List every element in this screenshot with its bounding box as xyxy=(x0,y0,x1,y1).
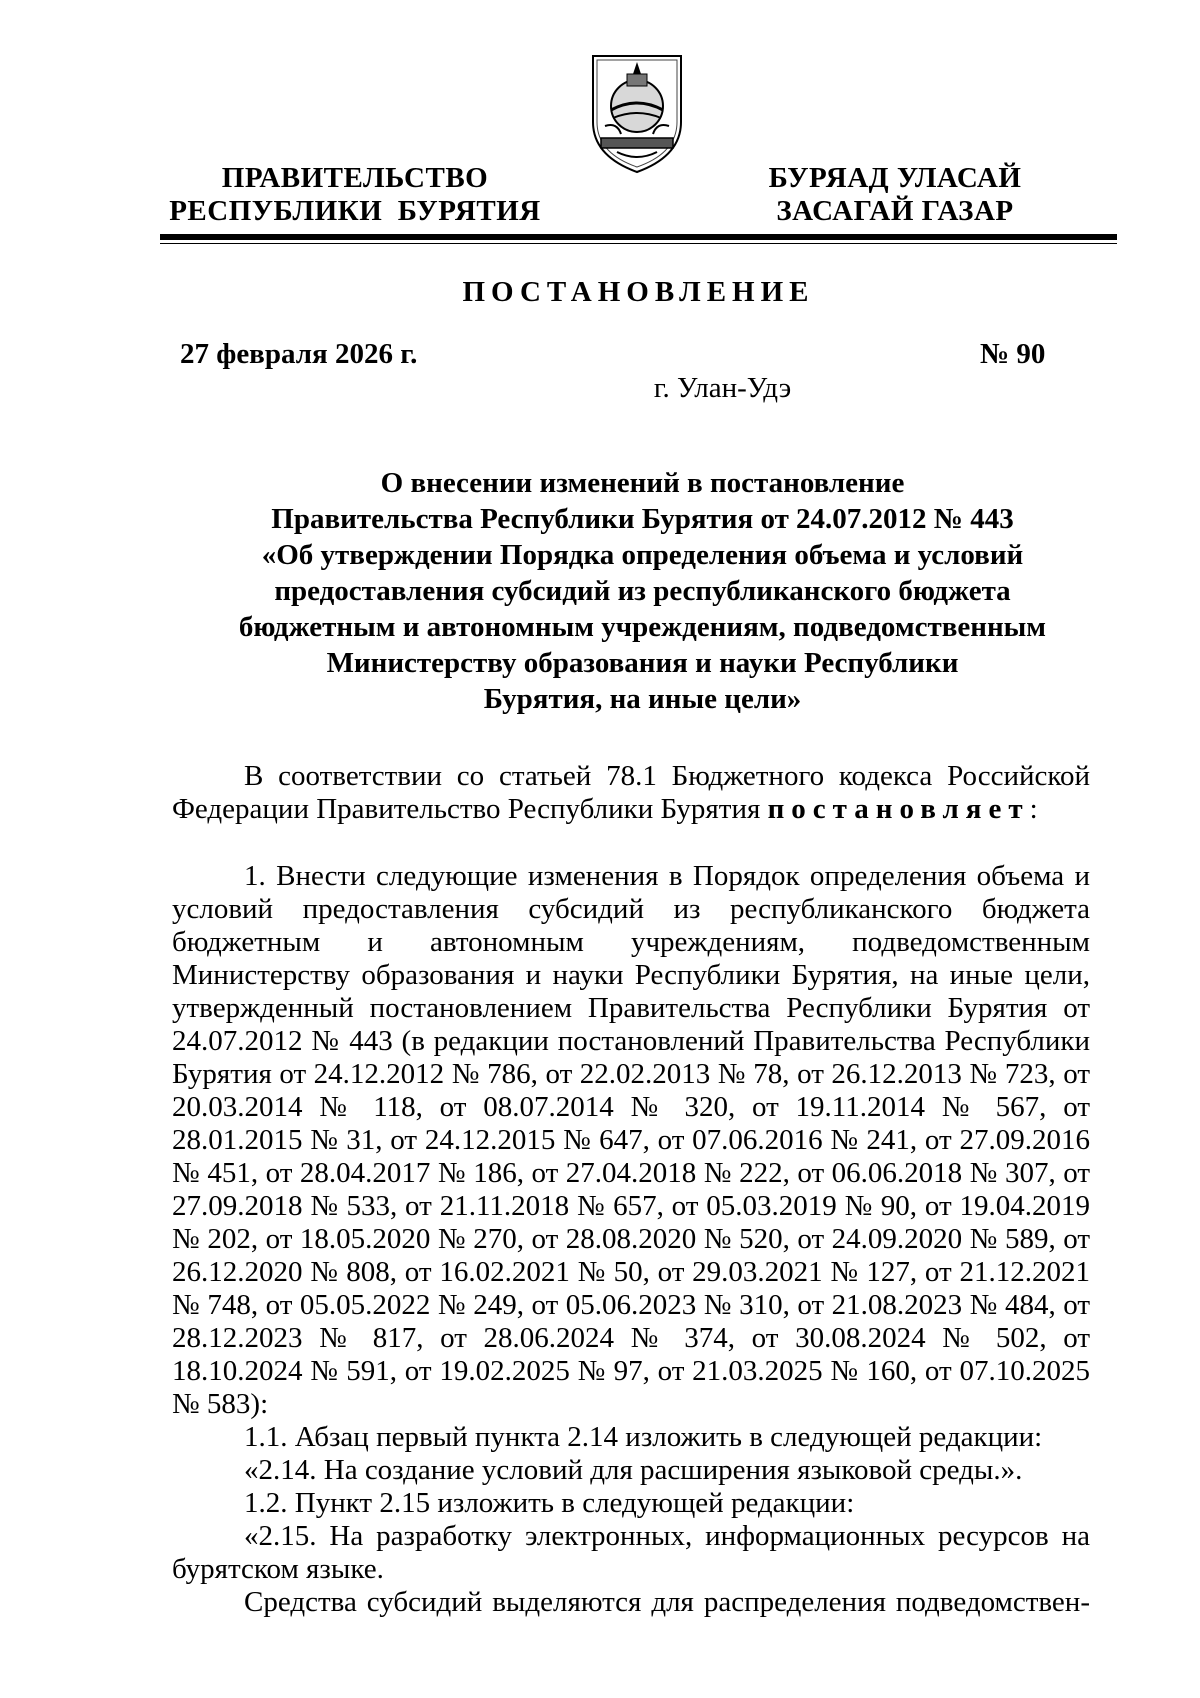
paragraph-continuation: Средства субсидий выделяются для распределения подведомствен- xyxy=(244,1586,1090,1618)
decree-body xyxy=(172,860,1090,1619)
title-line: бюджетным и автономным учреждениям, подведомственным xyxy=(238,611,1047,643)
document-title xyxy=(160,465,1125,717)
paragraph-1-2-quote: «2.15. На разработку электронных, информационных ресурсов на бурятском языке. xyxy=(172,1520,1090,1585)
document-date: 27 февраля 2026 г. xyxy=(180,338,418,370)
paragraph-1-1: 1.1. Абзац первый пункта 2.14 изложить в следующей редакции: xyxy=(244,1421,1043,1453)
document-number: № 90 xyxy=(980,338,1046,370)
government-name-russian xyxy=(160,162,550,228)
title-line: Министерству образования и науки Республики xyxy=(326,647,959,679)
title-line: Правительства Республики Бурятия от 24.07.2012 № 443 xyxy=(271,503,1014,535)
document-type: ПОСТАНОВЛЕНИЕ xyxy=(462,276,815,308)
header-divider-thin xyxy=(160,243,1117,244)
coat-of-arms-icon xyxy=(587,52,687,174)
paragraph-1: 1. Внести следующие изменения в Порядок определения объема и условий предоставления субсидий из республиканского бюджета бюджетным и автономным учреждениям, подведомственным Министерству образования и науки Республики Бурятия, на иные цели, утвержденный постановлением Правительства Республики Бурятия от 24.07.2012 № 443 (в редакции постановлений Правительства Республики Бурятия от 24.12.2012 № 786, от 22.02.2013 № 78, от 26.12.2013 № 723, от 20.03.2014 № 118, от 08.07.2014 № 320, от 19.11.2014 № 567, от 28.01.2015 № 31, от 24.12.2015 № 647, от 07.06.2016 № 241, от 27.09.2016 № 451, от 28.04.2017 № 186, от 27.04.2018 № 222, от 06.06.2018 № 307, от 27.09.2018 № 533, от 21.11.2018 № 657, от 05.03.2019 № 90, от 19.04.2019 № 202, от 18.05.2020 № 270, от 28.08.2020 № 520, от 24.09.2020 № 589, от 26.12.2020 № 808, от 16.02.2021 № 50, от 29.03.2021 № 127, от 21.12.2021 № 748, от 05.05.2022 № 249, от 05.06.2023 № 310, от 21.08.2023 № 484, от 28.12.2023 № 817, от 28.06.2024 № 374, от 30.08.2024 № 502, от 18.10.2024 № 591, от 19.02.2025 № 97, от 21.03.2025 № 160, от 07.10.2025 № 583): xyxy=(172,860,1090,1420)
preamble-colon: : xyxy=(1029,793,1038,825)
header-right-line1: БУРЯАД УЛАСАЙ xyxy=(768,162,1022,194)
header-left-line2: РЕСПУБЛИКИ БУРЯТИЯ xyxy=(169,195,541,227)
title-line: О внесении изменений в постановление xyxy=(380,467,905,499)
title-line: Бурятия, на иные цели» xyxy=(483,683,802,715)
header-left-line1: ПРАВИТЕЛЬСТВО xyxy=(221,162,489,194)
preamble-paragraph xyxy=(172,760,1090,826)
paragraph-1-2: 1.2. Пункт 2.15 изложить в следующей редакции: xyxy=(244,1487,855,1519)
title-line: предоставления субсидий из республиканского бюджета xyxy=(274,575,1011,607)
title-line: «Об утверждении Порядка определения объема и условий xyxy=(261,539,1024,571)
preamble xyxy=(172,760,1090,826)
preamble-text: В соответствии со статьей 78.1 Бюджетного кодекса Российской Федерации Правительство Республики Бурятия xyxy=(172,760,1090,825)
paragraph-1-1-quote: «2.14. На создание условий для расширения языковой среды.». xyxy=(244,1454,1023,1486)
government-name-buryat xyxy=(740,162,1050,228)
decree-keyword: постановляет xyxy=(767,793,1030,825)
header-divider-thick xyxy=(160,234,1117,240)
document-city: г. Улан-Удэ xyxy=(653,372,792,404)
header-right-line2: ЗАСАГАЙ ГАЗАР xyxy=(776,195,1014,227)
